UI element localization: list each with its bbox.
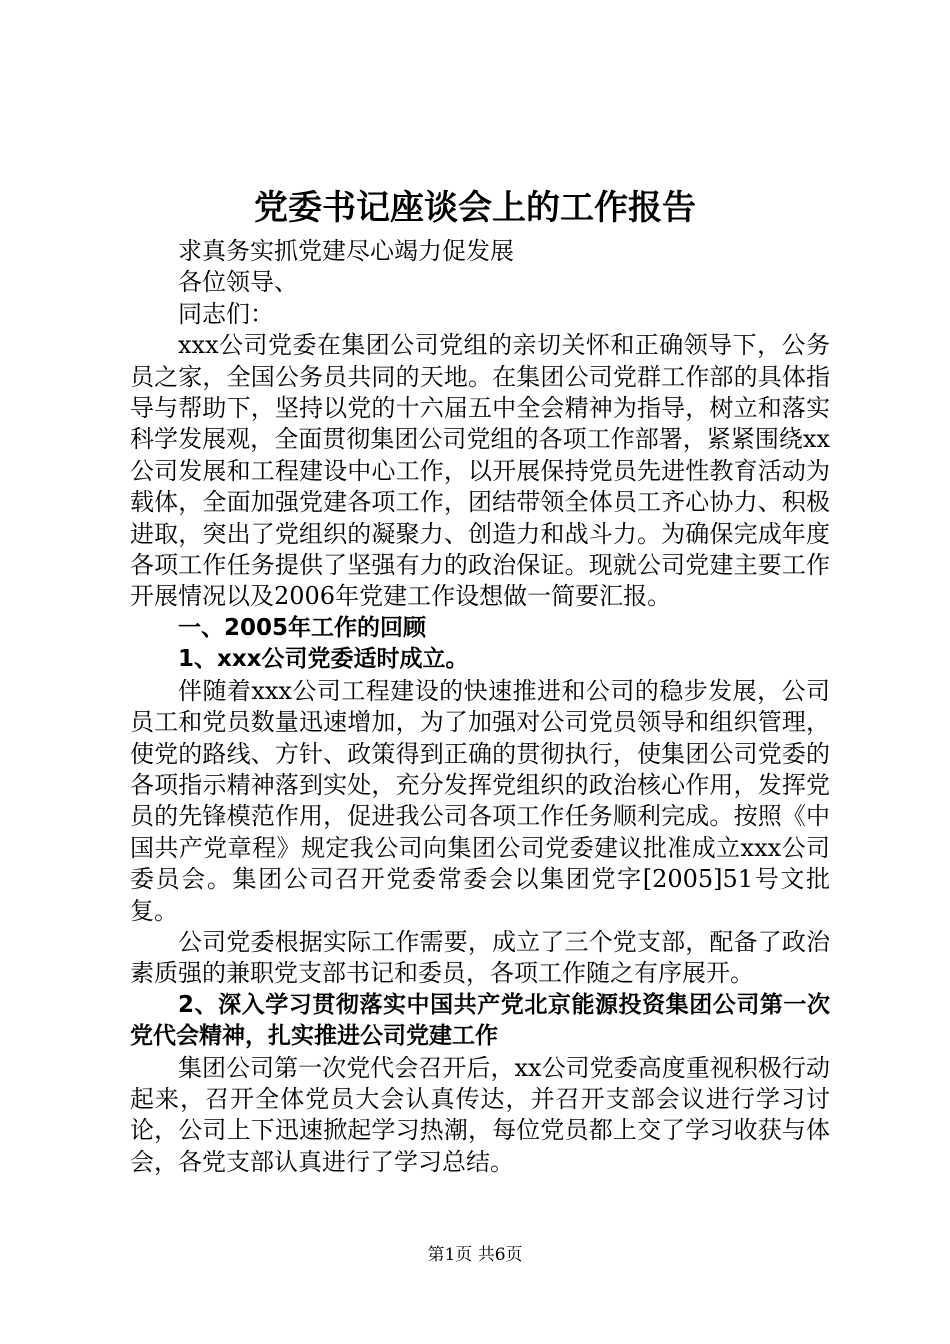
item-1-paragraph-2: 公司党委根据实际工作需要，成立了三个党支部，配备了政治素质强的兼职党支部书记和委员，各项工作随之有序展开。 xyxy=(130,927,830,988)
item-heading-committee-established: 1、xxx公司党委适时成立。 xyxy=(178,646,469,673)
intro-paragraph: xxx公司党委在集团公司党组的亲切关怀和正确领导下，公务员之家，全国公务员共同的天地。在集团公司党群工作部的具体指导与帮助下，坚持以党的十六届五中全会精神为指导，树立和落实科学发展观，全面贯彻集团公司党组的各项工作部署，紧紧围绕xx公司发展和工程建设中心工作，以开展保持党员先进性教育活动为载体，全面加强党建各项工作，团结带领全体员工齐心协力、积极进取，突出了党组织的凝聚力、创造力和战斗力。为确保完成年度各项工作任务提供了坚强有力的政治保证。现就公司党建主要工作开展情况以及2006年党建工作设想做一简要汇报。 xyxy=(130,331,830,611)
page-indicator: 第1页 共6页 xyxy=(427,1245,523,1265)
document-title: 党委书记座谈会上的工作报告 xyxy=(254,188,696,228)
subtitle: 求真务实抓党建尽心竭力促发展 xyxy=(178,237,514,265)
item-2-paragraph-1: 集团公司第一次党代会召开后，xx公司党委高度重视积极行动起来，召开全体党员大会认真传达，并召开支部会议进行学习讨论，公司上下迅速掀起学习热潮，每位党员都上交了学习收获与体会，各党支部认真进行了学习总结。 xyxy=(130,1053,830,1176)
greeting-leaders: 各位领导、 xyxy=(178,268,298,297)
greeting-comrades: 同志们： xyxy=(178,299,274,328)
document-body xyxy=(130,236,830,1178)
section-heading-review: 一、2005年工作的回顾 xyxy=(178,614,427,641)
item-heading-congress-spirit: 2、深入学习贯彻落实中国共产党北京能源投资集团公司第一次党代会精神，扎实推进公司党建工作 xyxy=(130,991,830,1050)
item-1-paragraph-1: 伴随着xxx公司工程建设的快速推进和公司的稳步发展，公司员工和党员数量迅速增加，为了加强对公司党员领导和组织管理，使党的路线、方针、政策得到正确的贯彻执行，使集团公司党委的各项指示精神落到实处，充分发挥党组织的政治核心作用，发挥党员的先锋模范作用，促进我公司各项工作任务顺利完成。按照《中国共产党章程》规定我公司向集团公司党委建议批准成立xxx公司委员会。集团公司召开党委常委会以集团党字[2005]51号文批复。 xyxy=(130,676,830,925)
